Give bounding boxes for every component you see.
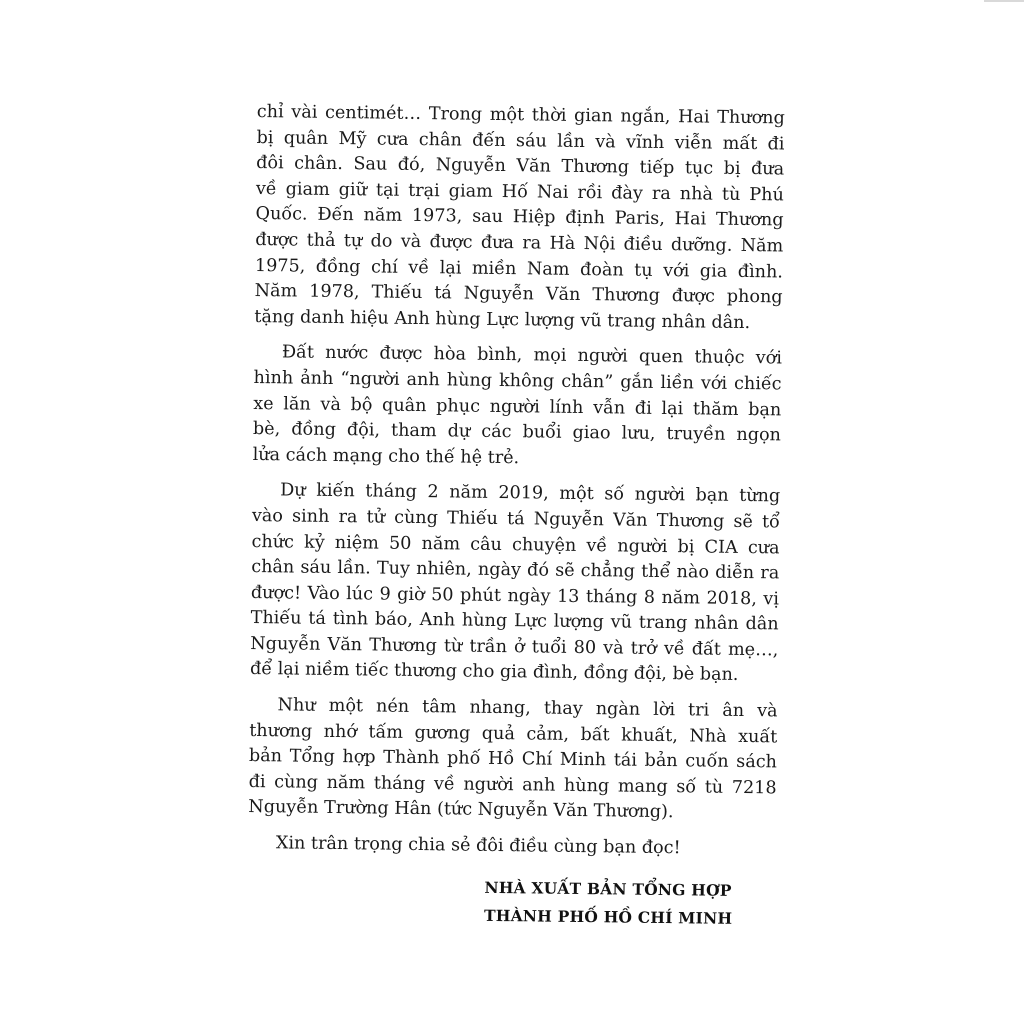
text-line: vào sinh ra tử cùng Thiếu tá Nguyễn Văn Thương sẽ tổ [251, 505, 781, 533]
paragraph [248, 693, 778, 827]
text-line: Xin trân trọng chia sẻ đôi điều cùng bạn đọc! [275, 833, 681, 859]
text-line: Như một nén tâm nhang, thay ngàn lời tri ân và [277, 695, 778, 722]
text-line: bè, đồng đội, tham dự các buổi giao lưu, truyền ngọn [252, 419, 782, 446]
publisher-name-line-1: NHÀ XUẤT BẢN TỔNG HỢP [484, 877, 732, 900]
text-line: bản Tổng hợp Thành phố Hồ Chí Minh tái bản cuốn sách [248, 746, 778, 773]
text-line: chức kỷ niệm 50 năm câu chuyện về người bị CIA cưa [251, 531, 780, 558]
text-line: đôi chân. Sau đó, Nguyễn Văn Thương tiếp tục bị đưa [256, 153, 785, 180]
text-line: bị quân Mỹ cưa chân đến sáu lần và vĩnh viễn mất đi [256, 127, 785, 155]
text-line: Dự kiến tháng 2 năm 2019, một số người bạn từng [280, 480, 781, 507]
paragraph [253, 340, 783, 474]
text-line: được thả tự do và được đưa ra Hà Nội điều dưỡng. Năm [255, 229, 784, 257]
text-line: Nguyễn Trường Hân (tức Nguyễn Văn Thương). [248, 797, 674, 823]
text-line: xe lăn và bộ quân phục người lính vẫn đi lại thăm bạn [253, 393, 782, 420]
text-line: thương nhớ tấm gương quả cảm, bất khuất, Nhà xuất [249, 720, 778, 748]
text-line: được! Vào lúc 9 giờ 50 phút ngày 13 tháng 8 năm 2018, vị [250, 582, 780, 610]
paragraph [254, 100, 785, 337]
text-line: 1975, đồng chí về lại miền Nam đoàn tụ với gia đình. [254, 255, 784, 282]
page-text [247, 100, 785, 933]
text-line: tặng danh hiệu Anh hùng Lực lượng vũ trang nhân dân. [254, 306, 751, 333]
paragraph [250, 478, 780, 689]
paragraph [248, 831, 776, 863]
text-line: Nguyễn Văn Thương từ trần ở tuổi 80 và trở về đất mẹ…, [250, 633, 779, 661]
text-line: Quốc. Đến năm 1973, sau Hiệp định Paris, Hai Thương [255, 204, 784, 231]
text-line: lửa cách mạng cho thế hệ trẻ. [252, 444, 520, 468]
text-line: Thiếu tá tình báo, Anh hùng Lực lượng vũ trang nhân dân [250, 608, 779, 635]
paragraph-list [248, 100, 785, 863]
text-line: về giam giữ tại trại giam Hố Nai rồi đày ra nhà tù Phú [255, 178, 784, 206]
text-line: để lại niềm tiếc thương cho gia đình, đồng đội, bè bạn. [249, 659, 739, 686]
text-line: chân sáu lần. Tuy nhiên, ngày đó sẽ chẳng thể nào diễn ra [251, 557, 780, 584]
scan-edge-mark [984, 0, 1024, 2]
publisher-signature [247, 871, 776, 933]
text-line: hình ảnh “người anh hùng không chân” gắn liền với chiếc [253, 367, 782, 395]
text-line: Đất nước được hòa bình, mọi người quen thuộc với [281, 342, 782, 369]
text-line: Năm 1978, Thiếu tá Nguyễn Văn Thương được phong [254, 281, 783, 308]
text-line: chỉ vài centimét… Trong một thời gian ngắn, Hai Thương [256, 101, 785, 129]
text-line: đi cùng năm tháng về người anh hùng mang số tù 7218 [248, 771, 777, 799]
publisher-name-line-2: THÀNH PHỐ HỒ CHÍ MINH [483, 905, 733, 928]
